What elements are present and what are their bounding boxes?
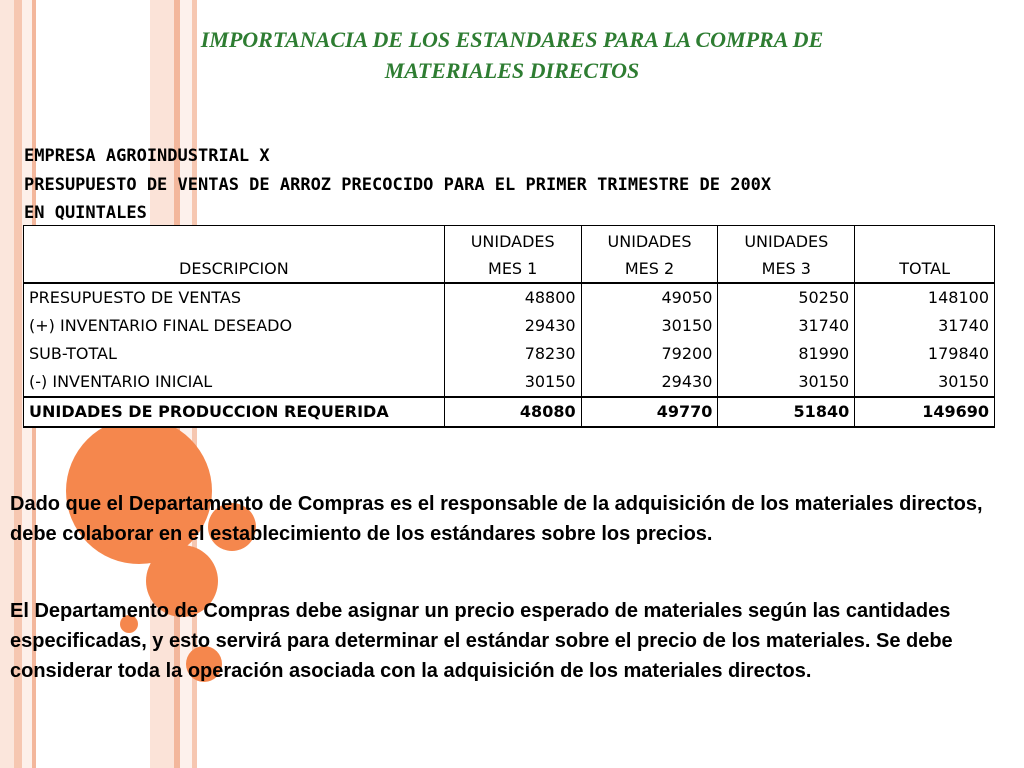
table-total-row bbox=[24, 397, 995, 427]
header-month-2 bbox=[581, 226, 718, 284]
cell-value: 31740 bbox=[718, 312, 855, 340]
cell-value: 30150 bbox=[855, 368, 995, 397]
total-cell-value: 49770 bbox=[581, 397, 718, 427]
header-total-bottom: TOTAL bbox=[899, 259, 950, 278]
cell-value: 30150 bbox=[718, 368, 855, 397]
header-month-2-bottom: MES 2 bbox=[624, 259, 675, 278]
cell-value: 179840 bbox=[855, 340, 995, 368]
cell-value: 49050 bbox=[581, 283, 718, 312]
cell-value: 31740 bbox=[855, 312, 995, 340]
row-label: PRESUPUESTO DE VENTAS bbox=[24, 283, 445, 312]
report-subtitle: PRESUPUESTO DE VENTAS DE ARROZ PRECOCIDO PARA EL PRIMER TRIMESTRE DE 200X bbox=[24, 175, 772, 195]
table-row bbox=[24, 368, 995, 397]
cell-value: 79200 bbox=[581, 340, 718, 368]
row-label: (-) INVENTARIO INICIAL bbox=[24, 368, 445, 397]
header-month-2-top: UNIDADES bbox=[607, 232, 692, 251]
header-month-3-top: UNIDADES bbox=[744, 232, 829, 251]
cell-value: 148100 bbox=[855, 283, 995, 312]
paragraph-2: El Departamento de Compras debe asignar un precio esperado de materiales según las cantidades especificadas, y esto servirá para determinar el estándar sobre el precio de los materiales. Se debe considerar toda la operación asociada con la adquisición de los materiales directos. bbox=[10, 600, 953, 682]
report-units: EN QUINTALES bbox=[24, 203, 147, 223]
total-cell-value: 51840 bbox=[718, 397, 855, 427]
header-month-1 bbox=[444, 226, 581, 284]
budget-table bbox=[23, 225, 995, 428]
header-month-1-bottom: MES 1 bbox=[488, 259, 538, 278]
cell-value: 81990 bbox=[718, 340, 855, 368]
header-total bbox=[855, 226, 995, 284]
row-label: SUB-TOTAL bbox=[24, 340, 445, 368]
total-row-label: UNIDADES DE PRODUCCION REQUERIDA bbox=[24, 397, 445, 427]
table-row bbox=[24, 340, 995, 368]
header-month-3-bottom: MES 3 bbox=[761, 259, 811, 278]
table-row bbox=[24, 312, 995, 340]
cell-value: 30150 bbox=[444, 368, 581, 397]
slide-title bbox=[60, 24, 964, 86]
cell-value: 50250 bbox=[718, 283, 855, 312]
table-row bbox=[24, 283, 995, 312]
paragraph-1: Dado que el Departamento de Compras es el responsable de la adquisición de los materiales directos, debe colaborar en el establecimiento de los estándares sobre los precios. bbox=[10, 493, 983, 545]
cell-value: 30150 bbox=[581, 312, 718, 340]
cell-value: 48800 bbox=[444, 283, 581, 312]
total-cell-value: 149690 bbox=[855, 397, 995, 427]
header-description bbox=[24, 226, 445, 284]
cell-value: 78230 bbox=[444, 340, 581, 368]
cell-value: 29430 bbox=[444, 312, 581, 340]
header-month-3 bbox=[718, 226, 855, 284]
total-cell-value: 48080 bbox=[444, 397, 581, 427]
header-month-1-top: UNIDADES bbox=[470, 232, 555, 251]
row-label: (+) INVENTARIO FINAL DESEADO bbox=[24, 312, 445, 340]
cell-value: 29430 bbox=[581, 368, 718, 397]
slide-title-line-2: MATERIALES DIRECTOS bbox=[384, 58, 640, 83]
table-header-row bbox=[24, 226, 995, 284]
header-description-bottom: DESCRIPCION bbox=[179, 259, 289, 278]
slide-title-line-1: IMPORTANACIA DE LOS ESTANDARES PARA LA COMPRA DE bbox=[200, 27, 824, 52]
report-company: EMPRESA AGROINDUSTRIAL X bbox=[24, 146, 270, 166]
